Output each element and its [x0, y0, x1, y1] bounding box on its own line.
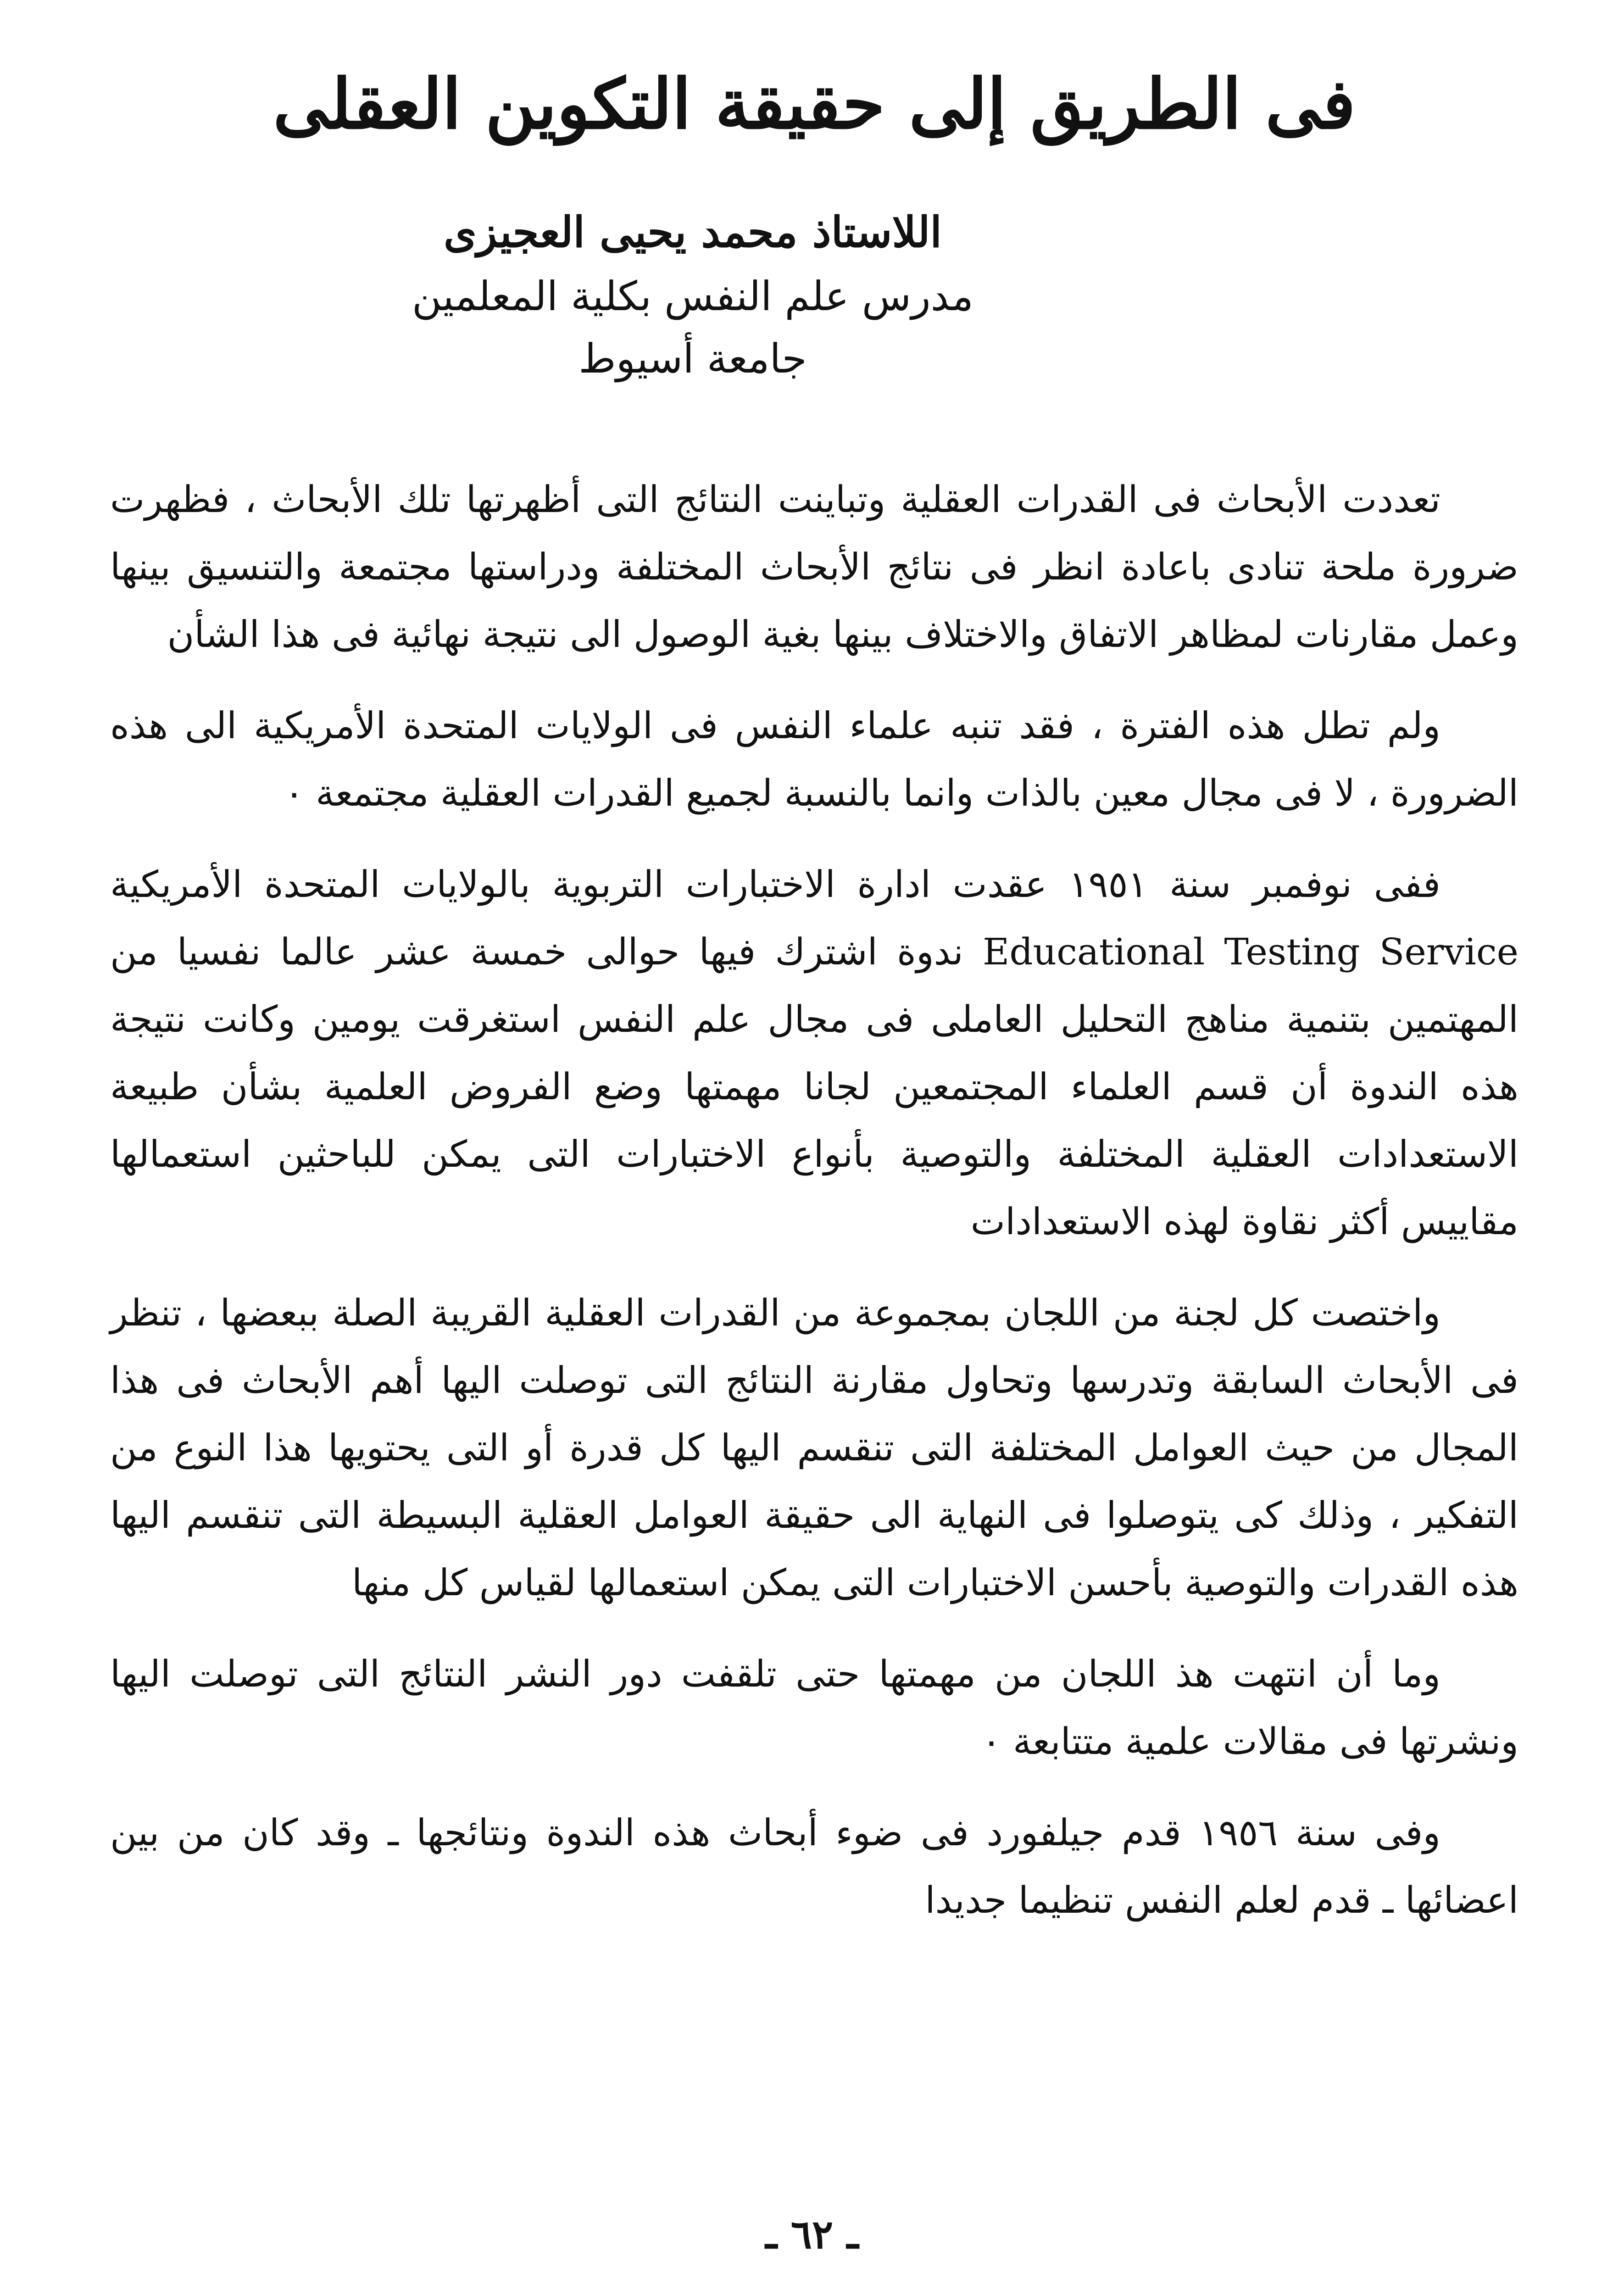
paragraph-5: وما أن انتهت هذ اللجان من مهمتها حتى تلقفت دور النشر النتائج التى توصلت اليها ونشرتها فى مقالات علمية متتابعة ٠: [110, 1653, 1518, 1763]
author-name: اللاستاذ محمد يحيى العجيزى: [444, 207, 942, 257]
paragraph-3-part-2: ندوة اشترك فيها حوالى خمسة عشر عالما نفسيا من المهتمين بتنمية مناهج التحليل العاملى فى مجال علم النفس استغرقت يومين وكانت نتيجة هذه الندوة أن قسم العلماء المجتمعين لجانا مهمتها وضع الفروض العلمية بشأن طبيعة الاستعدادات العقلية المختلفة والتوصية بأنواع الاختبارات التى يمكن للباحثين استعمالها مقاييس أكثر نقاوة لهذه الاستعدادات: [110, 930, 1518, 1243]
article-title: فى الطريق إلى حقيقة التكوين العقلى: [273, 64, 1356, 145]
author-university: جامعة أسيوط: [578, 334, 807, 382]
paragraph-6: وفى سنة ١٩٥٦ قدم جيلفورد فى ضوء أبحاث هذه الندوة ونتائجها ـ وقد كان من بين اعضائها ـ قدم لعلم النفس تنظيما جديدا: [110, 1811, 1518, 1922]
byline: [349, 200, 1037, 390]
article-body: [110, 466, 1518, 1934]
paragraph-1: تعددت الأبحاث فى القدرات العقلية وتباينت النتائج التى أظهرتها تلك الأبحاث ، فظهرت ضرورة ملحة تنادى باعادة انظر فى نتائج الأبحاث المختلفة ودراستها مجتمعة والتنسيق بينها وعمل مقارنات لمظاهر الاتفاق والاختلاف بينها بغية الوصول الى نتيجة نهائية فى هذا الشأن: [110, 478, 1518, 656]
page-number: ـ ٦٢ ـ: [765, 2211, 859, 2258]
paragraph-3-part-1: ففى نوفمبر سنة ١٩٥١ عقدت ادارة الاختبارات التربوية بالولايات المتحدة الأمريكية: [110, 863, 1441, 906]
english-organization-name: Educational Testing Service: [983, 930, 1519, 974]
paragraph-4: واختصت كل لجنة من اللجان بمجموعة من القدرات العقلية القريبة الصلة ببعضها ، تنظر فى الأبحاث السابقة وتدرسها وتحاول مقارنة النتائج التى توصلت اليها أهم الأبحاث فى هذا المجال من حيث العوامل المختلفة التى تنقسم اليها كل قدرة أو التى يحتويها هذا النوع من التفكير ، وذلك كى يتوصلوا فى النهاية الى حقيقة العوامل العقلية البسيطة التى تنقسم اليها هذه القدرات والتوصية بأحسن الاختبارات التى يمكن استعمالها لقياس كل منها: [110, 1292, 1518, 1604]
author-role: مدرس علم النفس بكلية المعلمين: [412, 272, 973, 320]
paragraph-3: [110, 851, 1518, 1255]
paragraph-2: ولم تطل هذه الفترة ، فقد تنبه علماء النفس فى الولايات المتحدة الأمريكية الى هذه الضرورة ، لا فى مجال معين بالذات وانما بالنسبة لجميع القدرات العقلية مجتمعة ٠: [110, 704, 1518, 815]
